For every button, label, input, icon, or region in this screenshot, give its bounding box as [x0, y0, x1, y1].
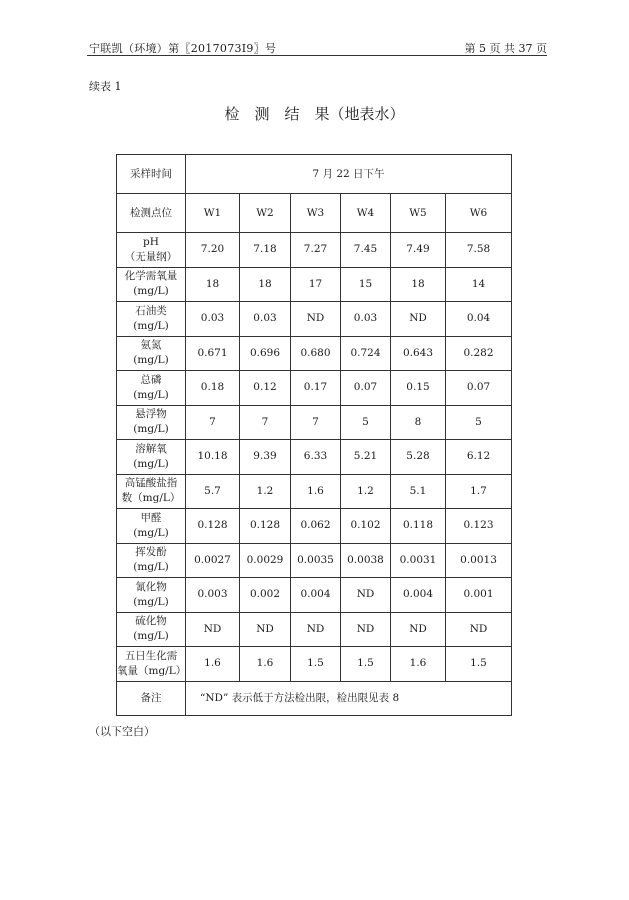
value-cell: 1.6	[391, 647, 446, 682]
value-cell: 14	[446, 267, 512, 302]
value-cell: 0.12	[240, 371, 291, 406]
point-header: W1	[186, 194, 240, 233]
table-row	[117, 509, 512, 544]
point-header: W3	[291, 194, 341, 233]
value-cell: 15	[341, 267, 391, 302]
value-cell: 1.6	[240, 647, 291, 682]
value-cell: 0.0013	[446, 543, 512, 578]
value-cell: 0.0038	[341, 543, 391, 578]
parameter-unit: 数（mg/L）	[121, 492, 181, 505]
parameter-unit: (mg/L)	[133, 526, 169, 539]
sampling-time-label: 采样时间	[117, 155, 186, 194]
value-cell: 0.0029	[240, 543, 291, 578]
value-cell: 8	[391, 405, 446, 440]
value-cell: 0.001	[446, 578, 512, 613]
value-cell: ND	[391, 612, 446, 647]
value-cell: 7	[240, 405, 291, 440]
point-header: W2	[240, 194, 291, 233]
value-cell: 5	[341, 405, 391, 440]
value-cell: 0.03	[341, 302, 391, 337]
parameter-cell	[117, 233, 186, 268]
parameter-cell	[117, 578, 186, 613]
value-cell: 0.671	[186, 336, 240, 371]
parameter-cell	[117, 612, 186, 647]
value-cell: 0.0027	[186, 543, 240, 578]
value-cell: 5.28	[391, 440, 446, 475]
value-cell: 9.39	[240, 440, 291, 475]
value-cell: 0.07	[446, 371, 512, 406]
point-label: 检测点位	[117, 194, 186, 233]
parameter-unit: (mg/L)	[133, 630, 169, 643]
parameter-cell	[117, 302, 186, 337]
value-cell: 1.6	[291, 474, 341, 509]
parameter-unit: (mg/L)	[133, 595, 169, 608]
value-cell: 18	[186, 267, 240, 302]
table-row	[117, 647, 512, 682]
parameter-name: 石油类	[135, 304, 167, 317]
parameter-cell	[117, 267, 186, 302]
parameter-unit: (mg/L)	[133, 457, 169, 470]
value-cell: 0.03	[240, 302, 291, 337]
header-divider	[87, 55, 547, 56]
parameter-name: 五日生化需	[124, 649, 178, 662]
parameter-name: 氨氮	[140, 339, 162, 352]
parameter-cell	[117, 509, 186, 544]
parameter-name: 氰化物	[135, 580, 167, 593]
value-cell: 0.07	[341, 371, 391, 406]
value-cell: 0.0031	[391, 543, 446, 578]
results-table	[116, 154, 512, 716]
report-number: 宁联凯（环境）第〖2017073I9〗号	[89, 42, 277, 55]
parameter-name: 化学需氧量	[124, 270, 178, 283]
value-cell: 0.0035	[291, 543, 341, 578]
table-row	[117, 578, 512, 613]
value-cell: 1.5	[341, 647, 391, 682]
parameter-unit: (mg/L)	[133, 319, 169, 332]
value-cell: 0.102	[341, 509, 391, 544]
point-header: W5	[391, 194, 446, 233]
value-cell: ND	[341, 612, 391, 647]
value-cell: 7.27	[291, 233, 341, 268]
parameter-cell	[117, 474, 186, 509]
value-cell: 0.123	[446, 509, 512, 544]
remark-label: 备注	[117, 681, 186, 716]
page-info: 第 5 页 共 37 页	[464, 42, 547, 55]
value-cell: 5.21	[341, 440, 391, 475]
value-cell: 5	[446, 405, 512, 440]
value-cell: 6.33	[291, 440, 341, 475]
value-cell: 0.643	[391, 336, 446, 371]
value-cell: 0.724	[341, 336, 391, 371]
value-cell: ND	[186, 612, 240, 647]
parameter-cell	[117, 405, 186, 440]
value-cell: 0.03	[186, 302, 240, 337]
value-cell: 7	[291, 405, 341, 440]
table-row	[117, 405, 512, 440]
value-cell: 0.696	[240, 336, 291, 371]
parameter-name: 挥发酚	[135, 546, 167, 559]
parameter-name: 总磷	[140, 373, 162, 386]
table-row	[117, 440, 512, 475]
value-cell: 0.003	[186, 578, 240, 613]
parameter-name: 甲醛	[140, 511, 162, 524]
point-header: W6	[446, 194, 512, 233]
table-row	[117, 336, 512, 371]
table-row	[117, 474, 512, 509]
parameter-cell	[117, 440, 186, 475]
parameter-name: 悬浮物	[135, 408, 167, 421]
value-cell: 1.5	[291, 647, 341, 682]
remark-row	[117, 681, 512, 716]
value-cell: 7	[186, 405, 240, 440]
value-cell: 5.7	[186, 474, 240, 509]
parameter-cell	[117, 543, 186, 578]
value-cell: ND	[291, 612, 341, 647]
table-row	[117, 233, 512, 268]
parameter-unit: (mg/L)	[133, 285, 169, 298]
parameter-unit: (mg/L)	[133, 423, 169, 436]
value-cell: 10.18	[186, 440, 240, 475]
value-cell: 0.062	[291, 509, 341, 544]
parameter-cell	[117, 336, 186, 371]
value-cell: ND	[341, 578, 391, 613]
value-cell: 1.5	[446, 647, 512, 682]
table-row	[117, 371, 512, 406]
remark-text: “ND” 表示低于方法检出限，检出限见表 8	[186, 681, 512, 716]
value-cell: 0.004	[391, 578, 446, 613]
value-cell: 18	[240, 267, 291, 302]
value-cell: 7.49	[391, 233, 446, 268]
value-cell: 1.7	[446, 474, 512, 509]
value-cell: 0.17	[291, 371, 341, 406]
table-row	[117, 543, 512, 578]
sampling-time-row	[117, 155, 512, 194]
sampling-time-value: 7 月 22 日下午	[186, 155, 512, 194]
value-cell: 0.128	[240, 509, 291, 544]
parameter-unit: （无量纲）	[124, 250, 178, 263]
value-cell: ND	[446, 612, 512, 647]
value-cell: 18	[391, 267, 446, 302]
value-cell: ND	[240, 612, 291, 647]
parameter-name: 硫化物	[135, 615, 167, 628]
value-cell: 1.2	[341, 474, 391, 509]
value-cell: 0.15	[391, 371, 446, 406]
value-cell: 0.18	[186, 371, 240, 406]
value-cell: 5.1	[391, 474, 446, 509]
parameter-name: 溶解氧	[135, 442, 167, 455]
point-header: W4	[341, 194, 391, 233]
parameter-cell	[117, 371, 186, 406]
point-row	[117, 194, 512, 233]
value-cell: 1.6	[186, 647, 240, 682]
table-row	[117, 612, 512, 647]
value-cell: 0.282	[446, 336, 512, 371]
parameter-unit: (mg/L)	[133, 354, 169, 367]
parameter-cell	[117, 647, 186, 682]
value-cell: ND	[391, 302, 446, 337]
parameter-unit: (mg/L)	[133, 388, 169, 401]
value-cell: 6.12	[446, 440, 512, 475]
page-title: 检 测 结 果（地表水）	[224, 105, 405, 123]
value-cell: 7.45	[341, 233, 391, 268]
parameter-unit: (mg/L)	[133, 561, 169, 574]
value-cell: 7.20	[186, 233, 240, 268]
blank-below-note: （以下空白）	[89, 725, 155, 738]
value-cell: 1.2	[240, 474, 291, 509]
table-row	[117, 302, 512, 337]
value-cell: 7.18	[240, 233, 291, 268]
value-cell: 0.128	[186, 509, 240, 544]
value-cell: 0.002	[240, 578, 291, 613]
value-cell: ND	[291, 302, 341, 337]
parameter-unit: 氧量（mg/L）	[117, 664, 187, 677]
value-cell: 0.118	[391, 509, 446, 544]
value-cell: 0.680	[291, 336, 341, 371]
value-cell: 17	[291, 267, 341, 302]
continuation-label: 续表 1	[89, 80, 122, 93]
table-row	[117, 267, 512, 302]
parameter-name: 高锰酸盐指	[124, 477, 178, 490]
parameter-name: pH	[143, 235, 159, 248]
value-cell: 0.04	[446, 302, 512, 337]
value-cell: 0.004	[291, 578, 341, 613]
value-cell: 7.58	[446, 233, 512, 268]
